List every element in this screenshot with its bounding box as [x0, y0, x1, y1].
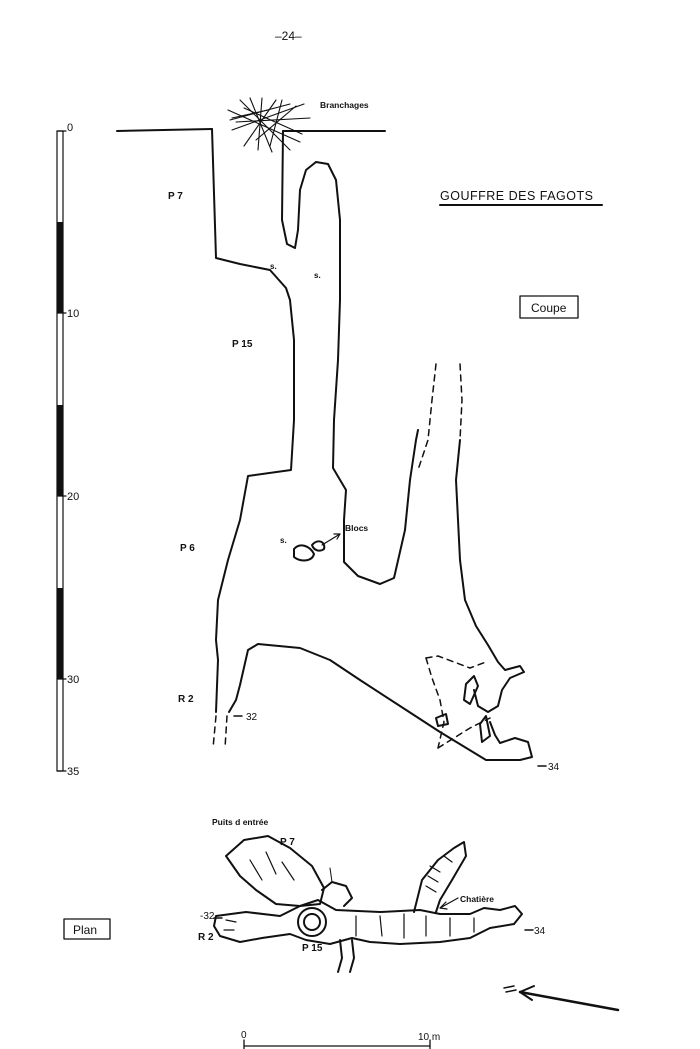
s-label-1: s. [270, 262, 277, 271]
s-label-3: s. [280, 536, 287, 545]
horizontal-scale-bar [244, 1040, 430, 1049]
scale-tick-35: 35 [67, 766, 80, 778]
p6-label: P 6 [180, 543, 195, 554]
page-number: –24– [275, 29, 302, 43]
puits-entree-label: Puits d entrée [212, 817, 269, 827]
scale-tick-20: 20 [67, 491, 80, 503]
scale-tick-0: 0 [67, 122, 74, 134]
depth-34-label: 34 [548, 762, 560, 773]
plan-p15-label: P 15 [302, 943, 323, 954]
coupe-label: Coupe [531, 301, 567, 315]
blocs-label: Blocs [345, 523, 369, 533]
h-scale-end: 10 m [418, 1032, 441, 1043]
scale-tick-30: 30 [67, 674, 80, 686]
depth-scale-bar [57, 131, 66, 771]
s-label-2: s. [314, 271, 321, 280]
chatiere-label: Chatière [460, 894, 495, 904]
plan-label: Plan [73, 923, 98, 937]
r2-label: R 2 [178, 694, 194, 705]
h-scale-start: 0 [241, 1030, 247, 1041]
depth-32-label: 32 [246, 712, 258, 723]
branchages-label: Branchages [320, 100, 369, 110]
scale-tick-10: 10 [67, 308, 80, 320]
p7-label: P 7 [168, 191, 183, 202]
drawing-title: GOUFFRE DES FAGOTS [440, 189, 594, 203]
plan-depth-34-label: 34 [534, 926, 546, 937]
cave-section-outline [117, 129, 532, 760]
north-arrow [504, 986, 618, 1010]
cave-plan-outline [214, 836, 522, 972]
dashed-continuations [213, 364, 490, 748]
plan-depth-32-label: -32 [200, 911, 215, 922]
plan-p7-label: P 7 [280, 837, 295, 848]
branches-scribble [228, 98, 310, 152]
p15-label: P 15 [232, 339, 253, 350]
plan-r2-label: R 2 [198, 932, 214, 943]
